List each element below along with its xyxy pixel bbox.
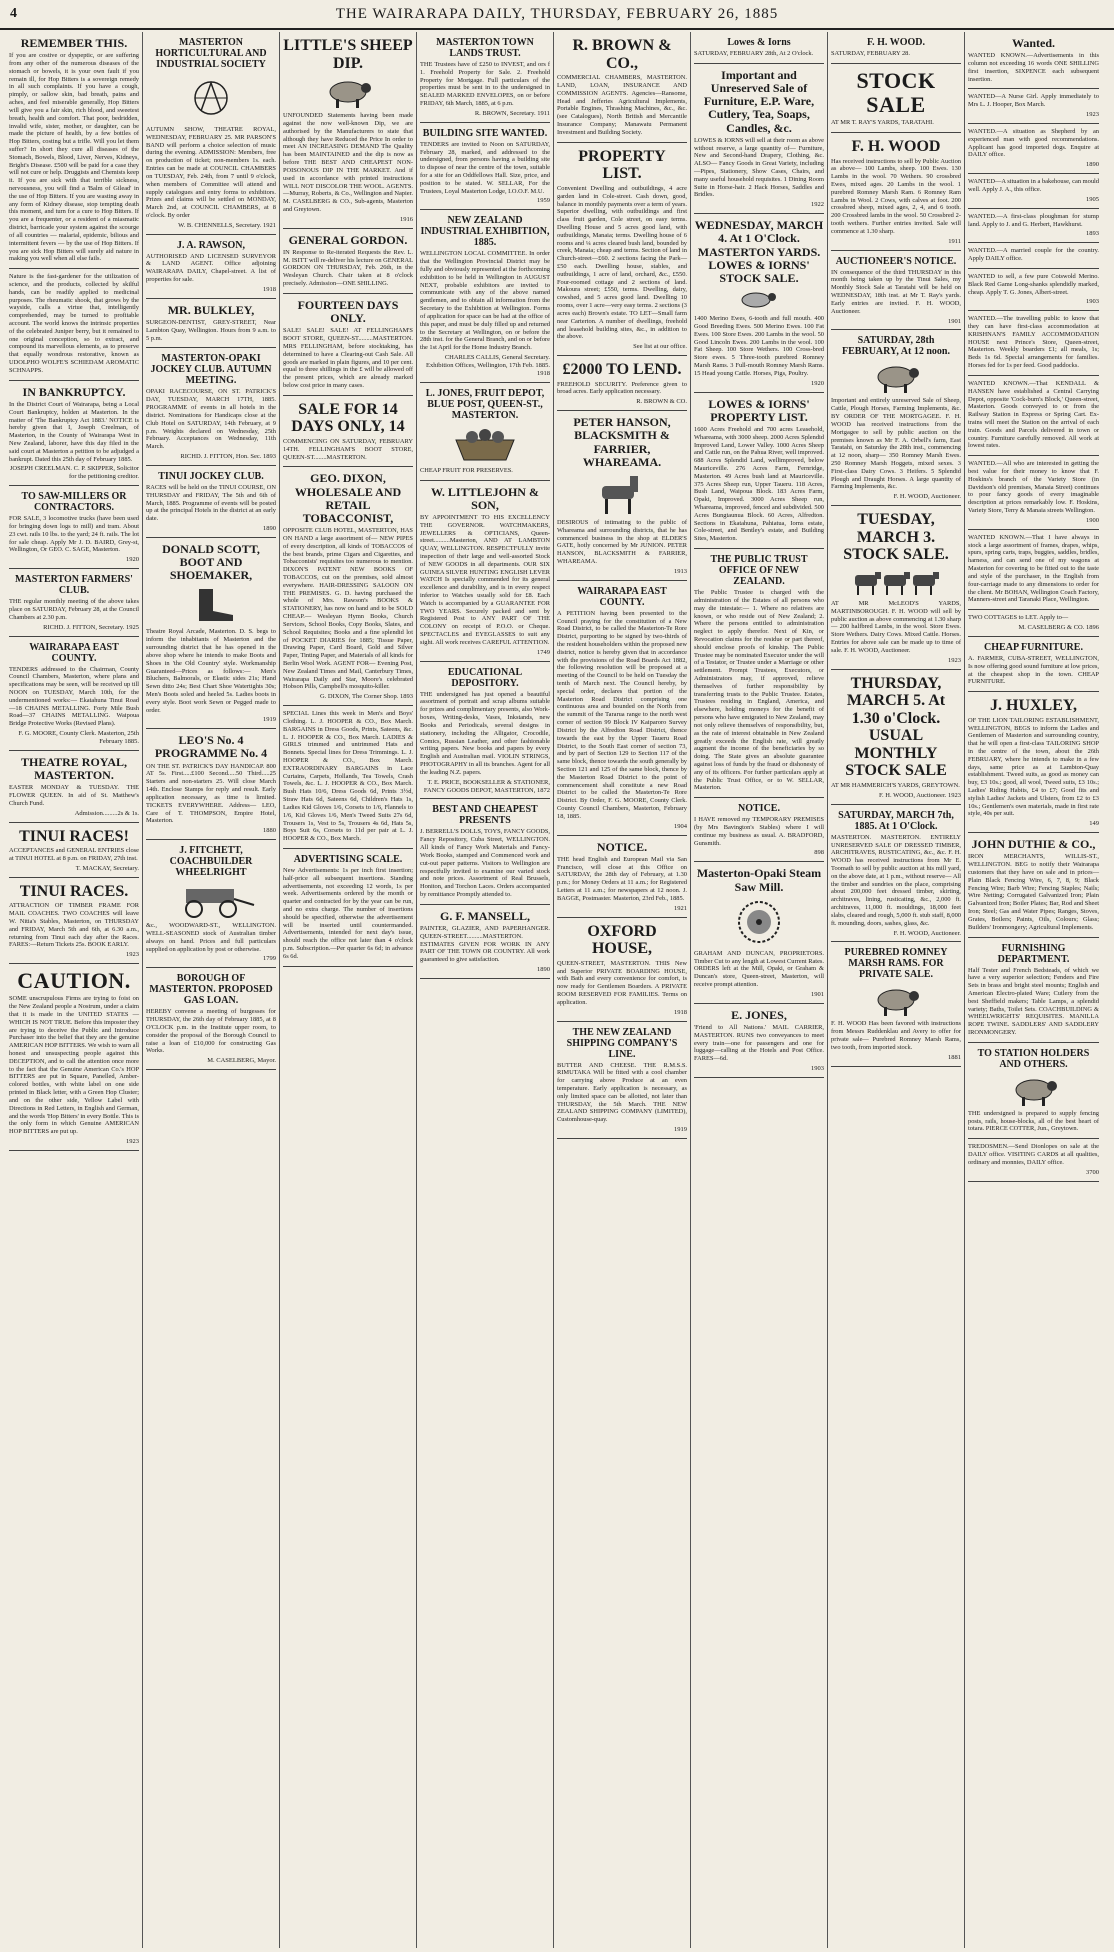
advertisement-donald-scott-boot-and-shoemaker <box>146 538 276 729</box>
column-4 <box>417 32 554 1948</box>
ad-signature: JOSEPH CREELMAN. C. P. SKIPPER, Solicitor for the petitioning creditor. <box>9 465 139 481</box>
advertisement-leo-s-no-4-programme-no-4 <box>146 729 276 840</box>
ad-body: GRAHAM AND DUNCAN, PROPRIETORS. Timber Cut to any length at Lowest Current Rates. ORDERS left at the Mill, Opaki, or Graham & Duncan's store, Queen-street, Masterton, will receive prompt attention. <box>694 949 824 989</box>
sawblade-illustration <box>734 897 784 947</box>
ad-headline: J. FITCHETT, COACHBUILDER WHEELRIGHT <box>169 845 253 879</box>
ad-headline: TINUI JOCKEY CLUB. <box>158 470 264 482</box>
ad-body: CHEAP FRUIT FOR PRESERVES. <box>420 466 513 474</box>
ad-body: AUTUMN SHOW, THEATRE ROYAL, WEDNESDAY, FEBRUARY 25. MR PARSON'S BAND will perform a choice selection of music during the evening. ADMISSION: Members, free on production of ticket; non-members 1s. each. Entries can be made at COUNCIL CHAMBERS on TUESDAY, Feb. 24th, from 7 until 9 o'clock, when members of Committee will attend and supply catalogues and entry forms to exhibitors. Prizes and claims will be settled on MONDAY, March 2nd, at COUNCIL CHAMBERS, at 8 o'clock. By order <box>146 126 276 219</box>
ad-headline: £2000 TO LEND. <box>562 361 682 379</box>
advertisement-to-station-holders-and-others <box>968 1043 1099 1139</box>
ad-body: SATURDAY, FEBRUARY 28. <box>831 50 910 57</box>
ad-body: UNFOUNDED Statements having been made against the now well-known Dip, we are authorised by the Manufacturers to state that although they have Reduced the Price In order to meet AN INCREASING DEMAND The Quality has been MAINTAINED and the dip is now as before THE BEST AND CHEAPEST NON-POISONOUS DIP IN THE MARKET. And if used in accordance with printed instructions WILL NOT DISCOLOR THE WOOL. AGENTS.—Murray, Roberts, & Co., Wellington and Napier. M. CASELBERG & CO., Sub-agents, Masterton and Greytown. <box>283 112 413 213</box>
ad-body: WANTED.—All who are interested in getting the best value for their money to know that F. Hoskins's branch of the Variety Store (in Davidson's old premises, Manaia Street) continues to pour fancy goods of every imaginable description at prices remarkably low. F. Hoskins, Variety Store, Terry & Manaia streets Wellington. <box>968 460 1099 515</box>
sheep-illustration <box>318 75 378 109</box>
advertisement-caution <box>9 964 139 1151</box>
ad-body: TREDOSMEN.—Send Dionlopes on sale at the DAILY office. VISITING CARDS at all qualities, ordinary and monnies, DAILY office. <box>968 1143 1099 1166</box>
ad-body: Theatre Royal Arcade, Masterton. D. S. begs to inform the inhabitants of Masterton and the surrounding district that he has opened in the above shop where he intends to make Boots and Shoes in 'the Old Country' style. Workmanship Guaranteed—Prices as follows:— Men's Bluchers, Balmorals, or Elastic sides 21s; Hand Sewn ditto 24s; Best Chart Shoe Watertights 30s; Men's Boots soled and heeled 5s. Ladies boots in every style. Boot work Sewn or Pegged made to order. <box>146 628 276 714</box>
advertisement-notice <box>694 798 824 862</box>
ad-headline: DONALD SCOTT, BOOT AND SHOEMAKER, <box>162 541 260 583</box>
ad-signature: G. DIXON, The Corner Shop. 1893 <box>319 693 413 701</box>
ad-signature: 1918 <box>263 285 276 293</box>
stock-illustration <box>734 288 784 312</box>
ram-illustration <box>866 983 926 1017</box>
ad-body: 1400 Merino Ewes, 6-tooth and full mouth. 400 Good Breeding Ewes. 500 Merino Ewes. 100 Fat Ewes. 100 Store Ewes. 200 Lambs in the wool. 50 Good Lincoln Ewes. 200 Lambs in the wool. 100 Fat Sheep. 100 Store Wethers. 100 Cross-bred Store ewes. 5 Three-tooth purebred Romney Marsh Rams. 3 Full-mouth Romney Marsh Rams. 15 Head young Cattle. Horses, Pigs, Poultry. <box>694 315 824 377</box>
ad-signature: F. H. WOOD, Auctioneer. <box>893 493 961 501</box>
ad-signature: 1921 <box>674 904 687 912</box>
advertisement-fourteen-days-only <box>283 294 413 396</box>
ad-signature: R. BROWN & CO. <box>636 398 687 406</box>
advertisement-wairarapa-east-county <box>9 637 139 751</box>
advertisement-remember-this <box>9 32 139 269</box>
ad-body: 'Friend to All Nations.' MAIL CARRIER, MASTERTON. RUNS two conveyances to meet every train—one for passengers and one for luggage—calling at the Hotels and Post Office. FARES—6d. <box>694 1023 824 1063</box>
ad-body: WANTED KNOWN.—Advertisements in this column not exceeding 16 words ONE SHILLING first insertion, SIXPENCE each subsequent insertion. <box>968 52 1099 83</box>
ad-signature: 1749 <box>537 648 550 656</box>
ad-body: Half Tester and French Bedsteads, of which we have a very superior selection; Fenders and Fire Sets in brass and bright steel mounts; English and American Electro-plated Ware; Cutlery from the best Sheffield makers; Table Lamps, a splendid variety; Baths, Toilet Sets. COACHBUILDING & WHEELWRIGHTS' REQUISITES. MANILLA ROPE TWINE. SADDLERS' AND SADDLERY IRONMONGERY. <box>968 966 1099 1037</box>
advertisement <box>968 311 1099 376</box>
ad-headline: NOTICE. <box>596 839 648 854</box>
ad-body: A. FARMER, CUBA-STREET, WELLINGTON, Is now offering good sound furniture at low prices, at the cheapest shop in the town. CHEAP FURNITURE. <box>968 654 1099 686</box>
advertisement-educational-depository <box>420 662 550 800</box>
ad-signature: 1920 <box>811 379 824 387</box>
ad-body: I HAVE removed my TEMPORARY PREMISES (by Mrs Bavington's Stables) where I will continue my business as usual. A. BRADFORD, Gunsmith. <box>694 816 824 847</box>
ad-headline: Important and Unreserved Sale of Furniture, E.P. Ware, Cutlery, Tea, Soaps, Candles, &c. <box>703 67 815 135</box>
ad-body: SOME unscrupulous Firms are trying to foist on the New Zealand people a Nostrum, under a claim that it is made in the UNITED STATES — WHICH IS NOT TRUE. Before this imposter they are trying to deceive the Public and Introduce Purchaser into the belief that they are the genuine AMERICAN HOP BITTERS. We wish to warn all honest and unsuspecting people against this DECEPTION, and to call the attention once more to the fact that the Genuine American Co.'s HOP BITTERS are put in Square, Panelled, Amber-colored bottles, with white label on one side printed in Black letter, with a Green Hop Cluster; and on the other side, Yellow Label with Directions in Red Letters, in English and German, and the words 'Hop Bitters' in every Bottle. This is the only form in which Genuine AMERICAN HOP BITTERS are put up. <box>9 995 139 1136</box>
ad-headline: THURSDAY, MARCH 5. At 1.30 o'Clock. USUAL MONTHLY STOCK SALE <box>845 674 947 780</box>
advertisement-masterton-opaki-steam-saw-mill <box>694 862 824 1003</box>
advertisement-general-gordon <box>283 229 413 294</box>
advertisement-to-saw-millers-or-contractors <box>9 486 139 569</box>
ad-headline: PROPERTY LIST. <box>578 147 666 183</box>
ad-body: BY APPOINTMENT TO HIS EXCELLENCY THE GOVERNOR. WATCHMAKERS, JEWELLERS & OPTICIANS, Queen-street..........Masterton, AND AT LAMBTON QUAY, WELLINGTON. RESPECTFULLY invite inspection of their large and well-assorted Stock of NEW GOODS in all departments. OUR SIX GUINEA SILVER HUNTING ENGLISH LEVER WATCH Is specially commended for its general excellence and durability, and is in every respect inferior to Watches usually sold for £8. Each Watch is accompanied by a GUARANTEE FOR TWO YEARS. Securely packed and sent by Registered Post to ANY PART OF THE COLONY on receipt of P.O.O. or Cheque. SPECTACLES and EYEGLASSES to suit any sight. All work receives CAREFUL ATTENTION. <box>420 513 550 646</box>
ad-headline: WAIRARAPA EAST COUNTY. <box>577 585 667 608</box>
ad-signature: 1903 <box>811 1065 824 1072</box>
ad-body: Important and entirely unreserved Sale of Sheep, Cattle, Plough Horses, Farming Implements, &c. BY ORDER OF THE MORTGAGEE. F. H. WOOD has received instructions from the Mortgagee to sell by public auction on the premises known as Mr F. A. Orbell's farm, East Taratahi, on Saturday the 28th inst., commencing at 12 noon, sharp— 350 Romney Marsh Ewes. 250 Romney Marsh Hoggets, mixed sexes. 3 First-class Dairy Cows. 3 Heifers. 5 Splendid Plough and Draught Horses. A large quantity of Farming Implements, &c. <box>831 397 961 491</box>
ad-headline: CAUTION. <box>17 968 131 994</box>
ad-body: EASTER MONDAY & TUESDAY. THE FLOWER QUEEN. In aid of St. Matthew's Church Fund. <box>9 784 139 807</box>
advertisement <box>968 209 1099 244</box>
ad-body: BUTTER AND CHEESE. THE R.M.S.S. RIMUTAKA Will be fitted with a cool chamber for carrying above Produce at an even temperature. Early application is necessary, as only limited space can be allotted, not later than THURSDAY, the 5th March. THE NEW ZEALAND SHIPPING COMPANY (LIMITED), Customhouse-quay. <box>557 1061 687 1124</box>
column-5 <box>554 32 691 1948</box>
ad-body: WANTED.—A married couple for the country. Apply DAILY office. <box>968 247 1099 263</box>
ad-signature: R. BROWN, Secretary. 1911 <box>474 109 550 117</box>
carriage-illustration <box>166 881 256 919</box>
ad-headline: MASTERTON FARMERS' CLUB. <box>15 574 133 597</box>
emblem-illustration <box>181 73 241 123</box>
ad-body: LOWES & IORNS will sell at their room as above without reserve, a large quantity of— Furniture, New and Second-hand Drapery, Clothing, &c. ALSO— Fancy Goods in Great Variety, including—Pipes, Stationery, Show Cases, Chairs, and many useful household requisites. 1 Dining Room Suite in Horse-hair. 2 Hack Horses, Saddles and Bridles. <box>694 136 824 199</box>
ad-headline: J. A. RAWSON, <box>176 239 246 251</box>
ad-headline: MASTERTON TOWN LANDS TRUST. <box>436 37 534 59</box>
ad-headline: AUCTIONEER'S NOTICE. <box>835 255 957 267</box>
ad-headline: LEO'S No. 4 PROGRAMME No. 4 <box>154 733 268 761</box>
ad-headline: MASTERTON HORTICULTURAL AND INDUSTRIAL SOCIETY <box>155 37 267 70</box>
ad-headline: GEO. DIXON, WHOLESALE AND RETAIL TOBACCONIST, <box>294 471 402 525</box>
ad-body: F. H. WOOD Has been favored with instructions from Messrs Ruddenklau and Avery to offer for private sale— Purebred Romney Marsh Rams, two tooth, from imported stock. <box>831 1020 961 1051</box>
ad-signature: T. E. PRICE, BOOKSELLER & STATIONER, FANCY GOODS DEPOT, MASTERTON, 1872 <box>423 778 550 794</box>
ad-signature: RICHD. J. FITTON, Secretary. 1925 <box>43 623 139 631</box>
ad-body: TWO COTTAGES to LET. Apply to— <box>968 614 1069 622</box>
ad-body: AT MR T. RAY'S YARDS, TARATAHI. <box>831 119 934 127</box>
advertisement-wairarapa-east-county <box>557 581 687 836</box>
ad-signature: 3700 <box>1086 1168 1099 1176</box>
ad-signature: M. CASELBERG, Mayor. <box>207 1057 276 1065</box>
ad-headline: THE PUBLIC TRUST OFFICE OF NEW ZEALAND. <box>710 554 808 588</box>
ad-headline: E. JONES, <box>731 1007 787 1022</box>
ad-signature: 1918 <box>674 1008 687 1016</box>
advertisement-little-s-sheep-dip <box>283 32 413 229</box>
ad-headline: THEATRE ROYAL, MASTERTON. <box>20 754 128 783</box>
ad-body: DESIROUS of intimating to the public of Whareama and surrounding districts, that he has commenced business in the shop at ELDER'S GATE, hotly concerned by Mr JUNION. PETER HANSON, BLACKSMITH & FARRIER, WHAREAMA. <box>557 518 687 565</box>
ad-body: AUTHORISED AND LICENSED SURVEYOR & LAND AGENT. Office adjoining WAIRARAPA DAILY, Chapel-street. A list of properties for sale. <box>146 252 276 284</box>
advertisement-e-jones <box>694 1004 824 1078</box>
advertisement-masterton-town-lands-trust <box>420 32 550 123</box>
advertisement-property-list <box>557 143 687 356</box>
ad-signature: T. MACKAY, Secretary. <box>75 864 139 872</box>
advertisement <box>968 1139 1099 1181</box>
ad-body: AT MR HAMMERICH'S YARDS, GREYTOWN. <box>831 782 960 790</box>
ad-headline: LOWES & IORNS' PROPERTY LIST. <box>708 396 810 424</box>
advertisement-wednesday-march-4-at-1-o-clock-masterton <box>694 214 824 392</box>
ad-body: FREEHOLD SECURITY. Preference given to broad acres. Early application necessary. <box>557 380 687 396</box>
advertisement-new-zealand-industrial-exhibition-1885 <box>420 210 550 382</box>
advertisement <box>968 376 1099 456</box>
advertisement-masterton-opaki-jockey-club-autumn-meeti <box>146 348 276 465</box>
ad-signature: See list at our office. <box>633 343 687 351</box>
ad-body: MASTERTON. MASTERTON. ENTIRELY UNRESERVED SALE OF DRESSED TIMBER, ARCHITRAVES, RUSTICATING, &c., &c. F. H. WOOD has received instructions from Mr E. Toomath to sell by public auction at his mill yard, on the above date, at 1 p.m., without reserve— All the timber and sundries on the place, comprising about 200,000 feet dressed timber, skirting, architraves, lining, rusticating, &c., 2,000 ft. architraves, 11,000 ft. mouldings, 18,000 feet slabs, cleared and rough, 5,000 ft. stub staff, 8,000 ft. mounding, doors, sashes, glass, &c. <box>831 833 961 927</box>
advertisement-g-f-mansell <box>420 905 550 979</box>
ad-headline: J. HUXLEY, <box>990 697 1077 715</box>
ad-body: COMMENCING ON SATURDAY, FEBRUARY 14TH. FELLINGHAM'S BOOT STORE, QUEEN-ST........MASTERTON. <box>283 437 413 461</box>
ad-signature: 1923 <box>1086 111 1099 119</box>
ad-headline: PUREBRED ROMNEY MARSH RAMS. FOR PRIVATE SALE. <box>844 947 948 981</box>
ad-body: WANTED.—The travelling public to know that they can have first-class accommodation at KRISHNAN'S FAMILY ACCOMMODATION HOUSE next Prince's Store, Queen-street, Masterton. Weekly boarders £1; all meals, 1s; Beds 1s 6d. Special arrangements for families. Horses fed for 1s per feed. Good paddocks. <box>968 315 1099 370</box>
advertisement <box>968 89 1099 124</box>
ad-headline: LITTLE'S SHEEP DIP. <box>283 37 413 72</box>
ad-headline: MR. BULKLEY, <box>167 302 255 317</box>
ad-signature: 1923 <box>126 951 139 959</box>
ad-headline: STOCK SALE <box>856 67 936 117</box>
ad-signature: 1893 <box>1086 230 1099 238</box>
advertisement <box>968 530 1099 610</box>
boot-illustration <box>181 585 241 625</box>
ad-body: Nature is the fast-gardener for the utilization of science, and the products, collected by skilful hands, can be readily applied to medicinal purposes. The rheumatic shook, that grows by the wayside, calls a virtue that, intelligently comprehended, may be turned to profitable account. The world knows the intrinsic properties of the celebrated Juniper berry, but it remained to one original conception, so to extract, and compound its marvellous elements, as to preserve that equally wondrous restorative, known as UDOLPHO WOLFE'S SCHIEDAM AROMATIC SCHNAPPS. <box>9 273 139 374</box>
ad-headline: TUESDAY, MARCH 3. STOCK SALE. <box>843 511 949 564</box>
ad-headline: TINUI RACES! <box>19 827 129 845</box>
ram-illustration <box>1004 1073 1064 1107</box>
advertisement-saturday-28th-february-at-12-noon <box>831 330 961 506</box>
ad-body: In the District Court of Wairarapa, being a Local Court Bankruptcy, holden at Masterton. In the matter of 'The Bankruptcy Act 1883.' NOTICE is hereby given that I, Joseph Creelman, of Masterton, in the County of Wairarapa West in New Zealand, laborer, have this day filed in the said court at Masterton a petition to be adjudged a bankrupt. Dated this 25th day of February 1885. <box>9 400 139 463</box>
advertisement-masterton-horticultural-and-industrial-s <box>146 32 276 235</box>
advertisement <box>968 174 1099 209</box>
advertisement-important-and-unreserved-sale-of-furnitu <box>694 64 824 214</box>
ad-headline: F. H. WOOD. <box>866 37 926 48</box>
ad-body: TENDERS addressed to the Chairman, County Council Chambers, Masterton, where plans and specifications may be seen, will be received up till NOON on TUESDAY, March 10th, for the undermentioned works:— Ekatahuna Tinui Road—18 CHAINS METALLING. Forty Mile Bush Road—37 CHAINS METALLING. Waipoua Bridge Protective Works (Revised Plans). <box>9 665 139 728</box>
ad-headline: TO STATION HOLDERS AND OTHERS. <box>977 1047 1090 1070</box>
advertisement-borough-of-masterton-proposed-gas-loan <box>146 968 276 1070</box>
ad-headline: FOURTEEN DAYS ONLY. <box>297 297 399 326</box>
ad-signature: 1903 <box>1086 298 1099 306</box>
ad-headline: Masterton-Opaki Steam Saw Mill. <box>696 866 822 894</box>
fruit-illustration <box>450 424 520 464</box>
ad-body: WANTED—A Nurse Girl. Apply immediately to Mrs L. J. Hooper, Box March. <box>968 93 1099 109</box>
ad-body: The Public Trustee is charged with the administration of the Estates of all persons who may die intestate:— 1. Where no relatives are known, or who reside out of New Zealand; 2. Where the persons entitled to administration neglect to apply therefor. Next of Kin, or Revocation claims for the residue or part thereof, should enclose proofs of kinship. The Public Trustee may be nominated Executor under the will of a Testator, or Trustee under a Marriage or other settlement. Prompt Trustees, Executors, or Administrators may, if approved, relieve themselves of further responsibility by transferring trusts to the Public Trustee. Estates, Trustees residing in England, America, and elsewhere, holding moneys for the benefit of persons who have emigrated to New Zealand, may not only relieve themselves of responsibility, but, as the rate of interest obtainable in New Zealand greatly exceeds the English rate, will greatly augment the income of the beneficiaries by so doing. The State gives an absolute guarantee against loss of funds by the fraud or dishonesty of any of its officers. For further particulars apply at the Public Trust Office, or to W. SELLAR, Masterton. <box>694 589 824 792</box>
ad-body: WELLINGTON LOCAL COMMITTEE. In order that the Wellington Provincial District may be fully and obviously represented at the forthcoming exhibition to be held in Wellington in AUGUST NEXT, probable exhibitors are invited to communicate with any of the above named gentlemen, and to obtain all information from the Secretary to the Exhibition at Wellington. Forms of application for space can be had at the office of this paper, and must be duly filled up and returned to the Secretary at Wellington, on or before the 28th inst. for the General Branch, and on or before the 1st April for the Home Industry Branch. <box>420 250 550 352</box>
advertisement-cheap-furniture <box>968 637 1099 692</box>
newspaper-title: THE WAIRARAPA DAILY, THURSDAY, FEBRUARY 26, 1885 <box>335 6 779 22</box>
advertisement <box>9 269 139 381</box>
ad-signature: F. G. MOORE, County Clerk. Masterton, 25th February 1885. <box>18 730 139 745</box>
ad-body: WANTED to sell, a few pure Cotswold Merino. Black Red Game Long-shanks splendidly marked, cheap. Apply T. G. Jones, Albert-street. <box>968 272 1099 296</box>
advertisement <box>968 269 1099 311</box>
ad-headline: OXFORD HOUSE, <box>587 922 657 958</box>
horse-illustration <box>592 472 652 516</box>
advertisement-geo-dixon-wholesale-and-retail-tobacconi <box>283 467 413 706</box>
ad-body: WANTED KNOWN.—That KENDALL & HANSEN have established a Central Carrying Depot, opposite 'Cock-burn's Block,' Queen-street, Masterton. Goods conveyed to or from the Railway Station in Express or Spring Cart. Ex-trains will meet the Station on the arrival of each train. Goods and Parcels delivered in town or country. Furniture carefully removed. All work at lowest rates. <box>968 379 1099 450</box>
advertisement-f-h-wood <box>831 133 961 251</box>
ad-signature: 1890 <box>1086 161 1099 169</box>
advertisement-stock-sale <box>831 64 961 133</box>
advertisement-saturday-march-7th-1885-at-1-o-clock <box>831 805 961 943</box>
ad-body: WANTED—A situation in a bakehouse, can mould well. Apply J. A., this office. <box>968 178 1099 193</box>
ad-body: A PETITION having been presented to the Council praying for the constitution of a New Road District, to be called the Masterton-Te Rore District, purporting to be signed by two-thirds of the resident householders within the proposed new district, notice is hereby given that in accordance with the provisions of the Road Boards Act 1882, the following resolution will be proposed at a meeting of the Council to be held on Tuesday the tenth of March next. The Council hereby, by special order, declares that portion of the Masterton Road District comprising one continuous area and bounded on the North from the summit of the Tararua range to the north west corner of section 99 Block IV Kaiparoro Survey District by the Alfredton Road District, thence towards the east by the Upper Taueru Road District, to the South East corner of section 73, and by part of Section 129 to Section 117 of the same block, thence towards the south generally by Section 121 and 125 of the same block, thence by the Masterton Road District to the point of commencement shall constitute a new Road District to be called the Masterton-Te Rore District. By Order, F. G. MOORE, County Clerk. County Council Chambers, Masterton, February 18, 1885. <box>557 609 687 820</box>
advertisement-tuesday-march-3-stock-sale <box>831 506 961 669</box>
advertisement-mr-bulkley <box>146 299 276 349</box>
ad-signature: 1916 <box>400 215 413 223</box>
ad-headline: WAIRARAPA EAST COUNTY. <box>29 641 119 664</box>
ad-body: AT MR McLEOD'S YARDS, MARTINBOROUGH. F. H. WOOD will sell by public auction as above commencing at 1.30 sharp— 200 halfbred Lambs, in the wool. Store Ewes. Store Wethers. Dairy Cows. Mixed Cattle. Horses. Entries for above sale can be made up to time of sale. F. H. WOOD, Auctioneer. <box>831 599 961 654</box>
ad-body: SATURDAY, FEBRUARY 28th, At 2 O'clock. <box>694 50 814 57</box>
ad-signature: 1890 <box>263 524 276 532</box>
ad-body: WANTED KNOWN.—That I have always in stock a large assortment of frames, drapes, whips, spurs, spring carts, traps, buggies, saddles, bridles, harness, and can send one of my wagons at Masterton for covering to be fitted out to the taste and style of the purchaser, in the English from four-carriage made to any dimensions to order for the client. Mr BOHAN, Wellington Coach Factory, Manners-street and Taranaki Place, Wellington. <box>968 533 1099 604</box>
advertisement-tinui-races <box>9 823 139 878</box>
ad-body: QUEEN-STREET, MASTERTON. THIS New and Superior PRIVATE BOARDING HOUSE, with Bath and every convenience for comfort, is now ready for Gentlemen Boarders. A PRIVATE ROOM RESERVED FOR FAMILIES. Terms on application. <box>557 959 687 1006</box>
advertisement-f-h-wood <box>831 32 961 64</box>
ad-body: IN consequence of the third THURSDAY in this month being taken up by the Tinui Sales, my Monthly Stock Sale at Taratahi will be held on WEDNESDAY, 18th inst. at Mr T. Ray's yards. Early entries are invited. F. H. WOOD, Auctioneer. <box>831 268 961 315</box>
masthead <box>0 0 1114 30</box>
advertisement-building-site-wanted <box>420 123 550 211</box>
advertisement-lowes-iorns <box>694 32 824 64</box>
ad-headline: JOHN DUTHIE & CO., <box>971 837 1096 852</box>
column-2 <box>143 32 280 1948</box>
column-8 <box>965 32 1102 1948</box>
ad-headline: EDUCATIONAL DEPOSITORY. <box>447 666 523 689</box>
ad-signature: 1919 <box>263 716 276 724</box>
advertisement-the-new-zealand-shipping-company-s-line <box>557 1022 687 1139</box>
ad-body: OPPOSITE CLUB HOTEL, MASTERTON, HAS ON HAND a large assortment of— NEW PIPES of every description, all kinds of TOBACCOS of the best brands, prime Cigars and Cigarettes, and Tobacconists' requisites too numerous to mention. DIXON'S PATENT NEW BOOKS OF TOBACCOS, cut on the premises, sold almost everywhere. HAIR-DRESSING SALOON ON THE PREMISES. G. D. having purchased the whole of Mrs. Rawson's BOOKS & STATIONERY, has now on hand and to be SOLD CHEAP.— Wesleyan Hymn Books, Church Services, School Books, Copy Books, Slates, and School Requisites; Books and a fine splendid lot of POCKET DIARIES for 1885; Tissue Paper, Drawing Paper, Card Board, Gold and Silver Paper, Tinting Paper, and Materials of all kinds for Berlin Wool Work. AGENT FOR— Evening Post, New Zealand Times and Mail, Canterbury Times, Wairarapa Daily and Star, Moore's celebrated Hobson Pills, Campbell's mosquito-killer. <box>283 527 413 691</box>
advertisement-purebred-romney-marsh-rams-for-private-s <box>831 942 961 1066</box>
ad-body: J. BERRELL'S DOLLS, TOYS, FANCY GOODS, Fancy Repository, Cuba Street, WELLINGTON. All kinds of Fancy Work Materials and Fancy-Work Books, stamped and Commenced work and cut-out paper patterns. Visitors to Wellington are respectfully invited to examine our varied stock and note prices. Assortment of Real Brussels, Honiton, and Torchon Laces. Orders accompanied by remittance Promptly attended to. <box>420 828 550 898</box>
cattle-illustration <box>851 567 941 597</box>
ad-body: SALE! SALE! SALE! AT FELLINGHAM'S BOOT STORE, QUEEN-ST.........MASTERTON. MRS FELLINGHAM, before stocktaking, has determined to have a Clearing-out Cash Sale. All goods are marked in plain figures, and 10 per cent. equal to three shillings in the £ will be allowed off the present prices, which are already marked below cost price in many cases. <box>283 327 413 389</box>
advertisement-oxford-house <box>557 918 687 1022</box>
advertisement-peter-hanson-blacksmith-farrier-whareama <box>557 411 687 581</box>
ad-signature: 1890 <box>537 966 550 973</box>
ad-headline: R. BROWN & CO., <box>572 37 672 72</box>
ad-headline: F. H. WOOD <box>851 138 941 155</box>
ad-body: IN Response to Re-iterated Requests the Rev. L. M. ISITT will re-deliver his lecture on GENERAL GORDON ON THURSDAY, Feb. 26th, in the Wesleyan Church. Chair taken at 8 o'clock precisely. Admission—ONE SHILLING. <box>283 248 413 288</box>
ad-headline: GENERAL GORDON. <box>288 232 408 247</box>
ad-signature: 1880 <box>263 827 276 835</box>
ad-body: OPAKI RACECOURSE, ON ST. PATRICK'S DAY, TUESDAY, MARCH 17TH, 1885. PROGRAMME of events in all hotels in the district. Nominations for Handicaps close at the Club Hotel on SATURDAY, 14th February, at 9 p.m. Weights declared on Wednesday, 25th February. Acceptances on Wednesday, 11th March. <box>146 388 276 451</box>
ad-body: THE undersigned is prepared to supply fencing posts, rails, house-blocks, all of the best heart of totara. PIERCE COTTER, Jun., Greytown. <box>968 1109 1099 1133</box>
advertisement-notice <box>557 836 687 918</box>
ad-signature: 1923 <box>126 1137 139 1145</box>
ad-headline: CHEAP FURNITURE. <box>984 641 1083 653</box>
ad-body: THE undersigned has just opened a beautiful assortment of portrait and scrap albums suitable for prizes and complimentary presents, also Work-boxes, Writing-desks, Vases, Inkstands, new Books and Periodicals, several designs in stationery, including the Alligator, Crocodile, Comics, Russian Leather, and other fashionable writing papers. New books and papers by every English and Australian mail. VIOLIN STRINGS, PHOTOGRAPHY in all its branches. Agent for all the leading N.Z. papers. <box>420 690 550 776</box>
advertisement-furnishing-department <box>968 938 1099 1043</box>
ad-headline: SATURDAY, 28th FEBRUARY, At 12 noon. <box>842 335 950 358</box>
page-number: 4 <box>10 6 17 21</box>
ad-signature: 1959 <box>537 197 550 205</box>
ad-body: FOR SALE, 3 locomotive trucks (have been used for bringing down logs to mill) and tram. About 23 cwt. rails 10 lbs. to the yard; 24 ft. rails. The lot for sale cheap. Apply Mr J. D. BAIRD, Grey-st, Wellington, Or GEO. C. SAGE, Masterton. <box>9 515 139 554</box>
ad-body: New Advertisements: 1s per inch first insertion; half-price all subsequent insertions. Standing advertisements, not exceeding 12 words, 1s per week. Advertisements ordered by the month or quarter and contracted for by the year can be run, and no extra charge. The number of insertions should be specified, otherwise the advertisement will be inserted until countermanded. Advertisements, intended for next day's issue, should reach the office not later than 4 o'clock p.m. Subscription.—Per quarter 6s 6d; in advance 6s 6d. <box>283 866 413 960</box>
ad-headline: MASTERTON-OPAKI JOCKEY CLUB. AUTUMN MEETING. <box>150 353 272 387</box>
ad-headline: Lowes & Iorns <box>727 37 791 48</box>
ad-headline: BEST AND CHEAPEST PRESENTS <box>432 804 538 827</box>
advertisement-sale-for-14-days-only-14 <box>283 396 413 468</box>
advertisement-in-bankruptcy <box>9 381 139 487</box>
ad-body: WANTED.—A first-class ploughman for stump land. Apply to J. and G. Herbert, Hawkhurst. <box>968 212 1099 228</box>
ad-headline: IN BANKRUPTCY. <box>22 384 126 399</box>
ad-signature: 1905 <box>1086 195 1099 203</box>
ad-headline: SALE FOR 14 DAYS ONLY, 14 <box>291 400 405 436</box>
ad-body: IRON MERCHANTS, WILLIS-ST., WELLINGTON. BEG to notify their Wairarapa customers that they have on sale and in prices— Plain Black Fencing Wire, 6, 7, 8, 9; Black Fencing Wire; Barb Wire; Fencing Staples; Nails; Wire Netting; Corrugated Galvanized Iron; Plain Galvanized Iron; Boiler Plates; Bar, Rod and Sheet Iron; Steel; Gas and Water Pipes; Ranges, Stoves, Grates, Boilers; Paints, Oils, Colours; Glass; Builders' Ironmongery; Agricultural Implements. <box>968 853 1099 931</box>
advertisement-wanted <box>968 32 1099 89</box>
advertisement-advertising-scale <box>283 849 413 967</box>
column-6 <box>691 32 828 1948</box>
ad-body: OF THE LION TAILORING ESTABLISHMENT, WELLINGTON, BEGS to inform the Ladies and Gentlemen of Masterton and surrounding country, that he will open a first-class TAILORING SHOP in the centre of the town, about the 26th FEBRUARY, where he intends to make in a few days, same price as at Lambton-Quay establishment. Tweed suits, as good as money can buy, £3 10s.; good, all wool, Tweed suits, £3 10s.; Ladies' Riding Habits, £4 to £7; Good fits and stylish Ladies' Jackets and Ulsters, from £2 to £3 10s.; Gentlemen's own materials, made in first rate style, 40s per suit. <box>968 716 1099 818</box>
ad-signature: F. H. WOOD, Auctioneer. <box>893 929 961 937</box>
ad-headline: SATURDAY, MARCH 7th, 1885. At 1 O'Clock. <box>838 809 954 832</box>
advertisement-thursday-march-5-at-1-30-o-clock-usual-m <box>831 670 961 805</box>
ad-headline: W. LITTLEJOHN & SON, <box>431 484 539 512</box>
advertisement-john-duthie-co <box>968 833 1099 937</box>
ad-signature: 1911 <box>948 237 961 245</box>
ad-headline: L. JONES, FRUIT DEPOT, BLUE POST, QUEEN-ST., MASTERTON. <box>425 387 545 421</box>
ad-signature: 149 <box>1089 820 1099 828</box>
ad-signature: 1922 <box>811 201 824 209</box>
ad-headline: PETER HANSON, BLACKSMITH & FARRIER, WHAREAMA. <box>573 415 671 469</box>
ad-body: &c., WOODWARD-ST., WELLINGTON. WELL-SEASONED stock of Australian timber always on hand. Prices and full particulars supplied on application by post or otherwise. <box>146 922 276 953</box>
advertisement <box>283 706 413 849</box>
advertisement-w-littlejohn-son <box>420 481 550 662</box>
ad-headline: TINUI RACES. <box>19 882 129 900</box>
ad-body: If you are costive or dyspeptic, or are suffering from any other of the numerous diseases of the stomach or bowels, it is your own fault if you remain ill, for Hop Bitters is a sovereign remedy in all such complaints. If you have a cough, pimply, or sallow skin, bad breath, pains and aches, and feel miserable generally, Hop Bitters will give you a fair skin, rich blood, and sweetest breath, health and comfort. That poor, bedridden, invalid wife, sister, mother, or daughter, can be made the picture of health, by a few bottles of Hop Bitters, costing but a trifle. Will you let them suffer? In short they cure all diseases of the Stomach, Bowels, Blood, Liver, Nerves, Kidneys, Bright's Disease. £500 will be paid for a case they will not cure or help. Druggists and Chemists keep it. If you are sick with that terrible sickness, nervousness, you will find a 'Balm of Gilead' in the use of Hop Bitters. If you are wasting away in any form of Kidney disease, stop tempting death this moment, and turn for a cure to Hop Bitters. If you are a frequenter, or a resident of a miasmatic district, barricade your system against the scourge of all countries — malarial, epidemic, bilious and intermittent fevers — by the use of Hop Bitters. If you are sick Hop Bitters will surely aid nature in making you well when all else fails. <box>9 52 139 263</box>
ad-signature: 1919 <box>674 1126 687 1134</box>
column-1 <box>6 32 143 1948</box>
ad-headline: FURNISHING DEPARTMENT. <box>997 942 1070 965</box>
ad-headline: TO SAW-MILLERS OR CONTRACTORS. <box>21 491 127 514</box>
ad-signature: 1904 <box>674 822 687 830</box>
ad-signature: M. CASELBERG & CO. 1896 <box>1018 623 1099 631</box>
advertisement-the-public-trust-office-of-new-zealand <box>694 549 824 798</box>
ad-body: SPECIAL Lines this week in Men's and Boys' Clothing. L. J. HOOPER & CO., Box March. BARGAINS in Dress Goods, Prints, Sateens, &c. L. J. HOOPER & CO., Box March. LADIES & GIRLS trimmed and untrimmed Hats and Bonnets. Special lines for Dress Trimmings. L. J. HOOPER & CO., Box March. EXTRAORDINARY BARGAINS in Lace Curtains, Carpets, Hollands, Tea Towels, Crash Towels, &c. L. J. HOOPER & CO., Box March. Bush Hats 10/6, Dress Goods 6d, Prints 3½d, Straw Hats 6d, Sateens 6d, Children's Hats 1s, Ladies Kid Gloves 1/6, Corsets to 1/6, Flannels to 1/6, Kid Gloves 1/6, Men's Tweed Suits 27s 6d, Trousers 1s, Vest to 5s, Trousers 4s 6d, Hats 5s, Boys Suit 6s, Corsets to 11d per pair at L. J. HOOPER & CO., Box March. <box>283 710 413 843</box>
ad-headline: NEW ZEALAND INDUSTRIAL EXHIBITION, 1885. <box>420 215 550 249</box>
advertisement-masterton-farmers-club <box>9 569 139 636</box>
advertisement <box>968 610 1099 637</box>
ad-body: PAINTER, GLAZIER, AND PAPERHANGER. QUEEN-STREET..........MASTERTON. ESTIMATES GIVEN FOR WORK IN ANY PART OF THE TOWN OR COUNTRY. All work guaranteed to give satisfaction. <box>420 924 550 964</box>
ad-headline: ADVERTISING SCALE. <box>293 853 403 865</box>
columns <box>6 32 1108 1948</box>
ad-signature: F. H. WOOD, Auctioneer. 1923 <box>878 791 961 799</box>
ad-signature: 1799 <box>263 955 276 963</box>
ad-body: Convenient Dwelling and outbuildings, 4 acre garden land in Cole-street. Cash down, good, balance in monthly payments over a term of years. Superior dwelling, with outbuildings and first class fruit garden, Cole street, on easy terms. Dwelling House and 5 acres good land, with outbuildings, Manaia; terms. Dwelling house of 6 rooms and ¼ acres cleared bush land, bounded by creek, Manaia; cheap and terms. Section of land in Church-street—£60. 2 sections facing the Park—£50 each. Dwelling house, stables, and outbuildings, 1 acre of land, orchard, &c., £550. Four-roomed cottage and 2 sections of land. Makoura street; £550, terms. Dwelling, dairy, cowshed, and 5 acres good land. Dwelling 10 rooms, over 1 acre—very easy terms. 2 sections (3 acres each) Brown's estate. TO LET—Small farm near Carterton. A number of dwellings, freehold and leasehold building sites, &c., in addition to the above. <box>557 184 687 341</box>
ad-body: THE regular monthly meeting of the above takes place on SATURDAY, February 28, at the Council Chambers at 2.30 p.m. <box>9 598 139 621</box>
advertisement-j-fitchett-coachbuilder-wheelright <box>146 840 276 968</box>
ad-signature: 1920 <box>126 556 139 564</box>
advertisement-tinui-races <box>9 878 139 964</box>
ad-signature: W. B. CHENNELLS, Secretary. 1921 <box>178 221 276 229</box>
ad-headline: REMEMBER THIS. <box>20 36 128 50</box>
ad-headline: Wanted. <box>1011 36 1055 50</box>
ad-body: ACCEPTANCES and GENERAL ENTRIES close at TINUI HOTEL at 8 p.m. on FRIDAY, 27th inst. <box>9 847 139 863</box>
ad-headline: G. F. MANSELL, <box>440 908 530 923</box>
advertisement-auctioneer-s-notice <box>831 251 961 331</box>
advertisement-j-huxley <box>968 692 1099 833</box>
advertisement-tinui-jockey-club <box>146 466 276 538</box>
ad-headline: BOROUGH OF MASTERTON. PROPOSED GAS LOAN. <box>149 973 273 1007</box>
advertisement-lowes-iorns-property-list <box>694 393 824 550</box>
ad-signature: 1901 <box>811 990 824 998</box>
advertisement-j-a-rawson <box>146 235 276 299</box>
column-3 <box>280 32 417 1948</box>
advertisement-l-jones-fruit-depot-blue-post-queen-st-m <box>420 383 550 481</box>
advertisement <box>968 456 1099 530</box>
advertisement-theatre-royal-masterton <box>9 751 139 823</box>
ad-body: SURGEON-DENTIST, GREY-STREET, Near Lambton Quay, Wellington. Hours from 9 a.m. to 5 p.m. <box>146 319 276 342</box>
ad-signature: 1923 <box>948 656 961 664</box>
ad-headline: THE NEW ZEALAND SHIPPING COMPANY'S LINE. <box>566 1026 678 1060</box>
ad-headline: WEDNESDAY, MARCH 4. At 1 O'Clock. MASTERTON YARDS. LOWES & IORNS' STOCK SALE. <box>694 218 824 285</box>
ad-headline: BUILDING SITE WANTED. <box>422 127 548 139</box>
ad-body: HEREBY convene a meeting of burgesses for THURSDAY, the 26th day of February 1885, at 8 O'CLOCK p.m. in the Institute upper room, to consider the proposal of the Borough Council to raise a loan of £10,000 for constructing Gas Works. <box>146 1008 276 1055</box>
ad-body: THE head English and European Mail via San Francisco, will close at this Office on SATURDAY, the 28th day of February, at 1.30 p.m.; for Money Orders at 11 a.m.; for Registered Letters at 11 a.m.; for newspapers at 12 noon. J. BAGGE, Postmaster. Masterton, 23rd Feb., 1885. <box>557 855 687 902</box>
ad-signature: CHARLES CALLIS, General Secretary. Exhibition Offices, Wellington, 17th Feb. 1885. 1918 <box>426 353 550 377</box>
advertisement-2000-to-lend <box>557 356 687 411</box>
ad-signature: 1913 <box>674 567 687 575</box>
ad-body: 1600 Acres Freehold and 700 acres Leasehold, Whareama, with 3000 sheep. 2000 Acres Splendid Improved Land, Lower Valley. 1000 Acres Sheep and Cattle run, on the Pahua River, well improved. 688 Acres Splendid Land, wellimproved, below Mauriceville. 276 Acres Farm, Fernridge, Masterton. 49 Acres bush land at Mauriceville. 375 Acres Sheep run, Upper Taueru. 118 Acres, Bush Land, Waipoua Block. 183 Acres Farm, Opaki, Improved. 3000 Acres Sheep run, Whareama, improved, fenced and subdivided. 500 Acres Bungtaunua Block. 60 Acres, Alfredton. Sections in Ekatahuna, Pahiatua, Iorns estate, Cole-street, and Bentley's estate, and Building Sites, Masterton. <box>694 425 824 543</box>
ram-illustration <box>866 360 926 394</box>
ad-signature: 1900 <box>1086 516 1099 524</box>
ad-signature: 1881 <box>948 1053 961 1061</box>
ad-signature: 1901 <box>948 317 961 325</box>
advertisement <box>968 124 1099 174</box>
advertisement-r-brown-co <box>557 32 687 143</box>
ad-body: THE Trustees have of £250 to INVEST, and ors f 1. Freehold Property for Sale. 2. Freehold Property for Mortgage. Full particulars of the properties must be sent in to the undersigned in SEALED MARKED ENVELOPES, on or before FRIDAY, 6th March, 1885, at 6 p.m. <box>420 61 550 108</box>
ad-signature: RICHD. J. FITTON, Hon. Sec. 1893 <box>180 452 276 460</box>
ad-body: RACES will be held on the TINUI COURSE, ON THURSDAY and FRIDAY, The 5th and 6th of March, 1885. Programme of events will be posted up at the principal Hotels in the district at an early date. <box>146 483 276 523</box>
ad-body: COMMERCIAL CHAMBERS, MASTERTON. LAND, LOAN, INSURANCE AND COMMISSION AGENTS. Agencies—Ransome, Head and Jefferies Agricultural Implements, Portable Engines, Thrashing Machines, &c., &c. (see Catalogues), North British and Mercantile Insurance Company; Manawatu Permanent Investment and Building Society. <box>557 74 687 136</box>
ad-headline: NOTICE. <box>738 803 780 815</box>
ad-signature: Admission.........2s & 1s. <box>74 809 139 817</box>
ad-body: TENDERS are invited to Noon on SATURDAY, February 28, marked, and addressed to the undersigned, from persons having a building site to dispose of near the centre of the town, suitable for a site for an Oddfellows Hall. Size, price, and position to be stated. W. SELLAR, For the Trustees, Loyal Masterton Lodge, I.O.O.F. M.U. <box>420 140 550 195</box>
column-7 <box>828 32 965 1948</box>
advertisement-best-and-cheapest-presents <box>420 799 550 904</box>
ad-body: ON THE ST. PATRICK'S DAY HANDICAP. 800 AT 5s. First.....£100 Second.....50 Third.....25 Starters and non-starters 25. Will close March 14th. Enclose Stamps for reply and result. Early application necessary, as time is limited. TICKETS EVERYWHERE. Address— LEO, Care of T. THOMPSON, Empire Hotel, Masterton. <box>146 762 276 825</box>
ad-body: ATTRACTION OF TIMBER FRAME FOR MAIL COACHES. TWO COACHES will leave W. Nitia's Stables, Masterton, on THURSDAY and FRIDAY, March 5th and 6th, at 6.30 a.m., returning from Tinui each day after the Races. FARES:—Return Tickets 25s. BOOK EARLY. <box>9 902 139 949</box>
ad-body: Has received instructions to sell by Public Auction as above— 100 Lambs, sheep. 100 Ewes. 130 Lambs in the wool. 70 Wethers. 90 crossbred Ewes, mixed ages. 20 Lambs in the wool. 1 purebred Romney Marsh Ram. 6 Romney Ram Lambs in Wool. 2 Cows, with calves at foot. 200 crossbred sheep, mixed ages, 2, 4, and 6 tooth. 200 Crossbred lambs in the wool. 50 Crossbred 2-tooth wethers. Further entries invited. Sale will commence at 1.30 sharp. <box>831 157 961 235</box>
advertisement <box>968 243 1099 269</box>
ad-signature: 898 <box>814 849 824 857</box>
ad-body: WANTED.—A situation as Shepherd by an experienced man with good recommendations. Applicant has good imported dogs. Enquire at DAILY office. <box>968 127 1099 159</box>
